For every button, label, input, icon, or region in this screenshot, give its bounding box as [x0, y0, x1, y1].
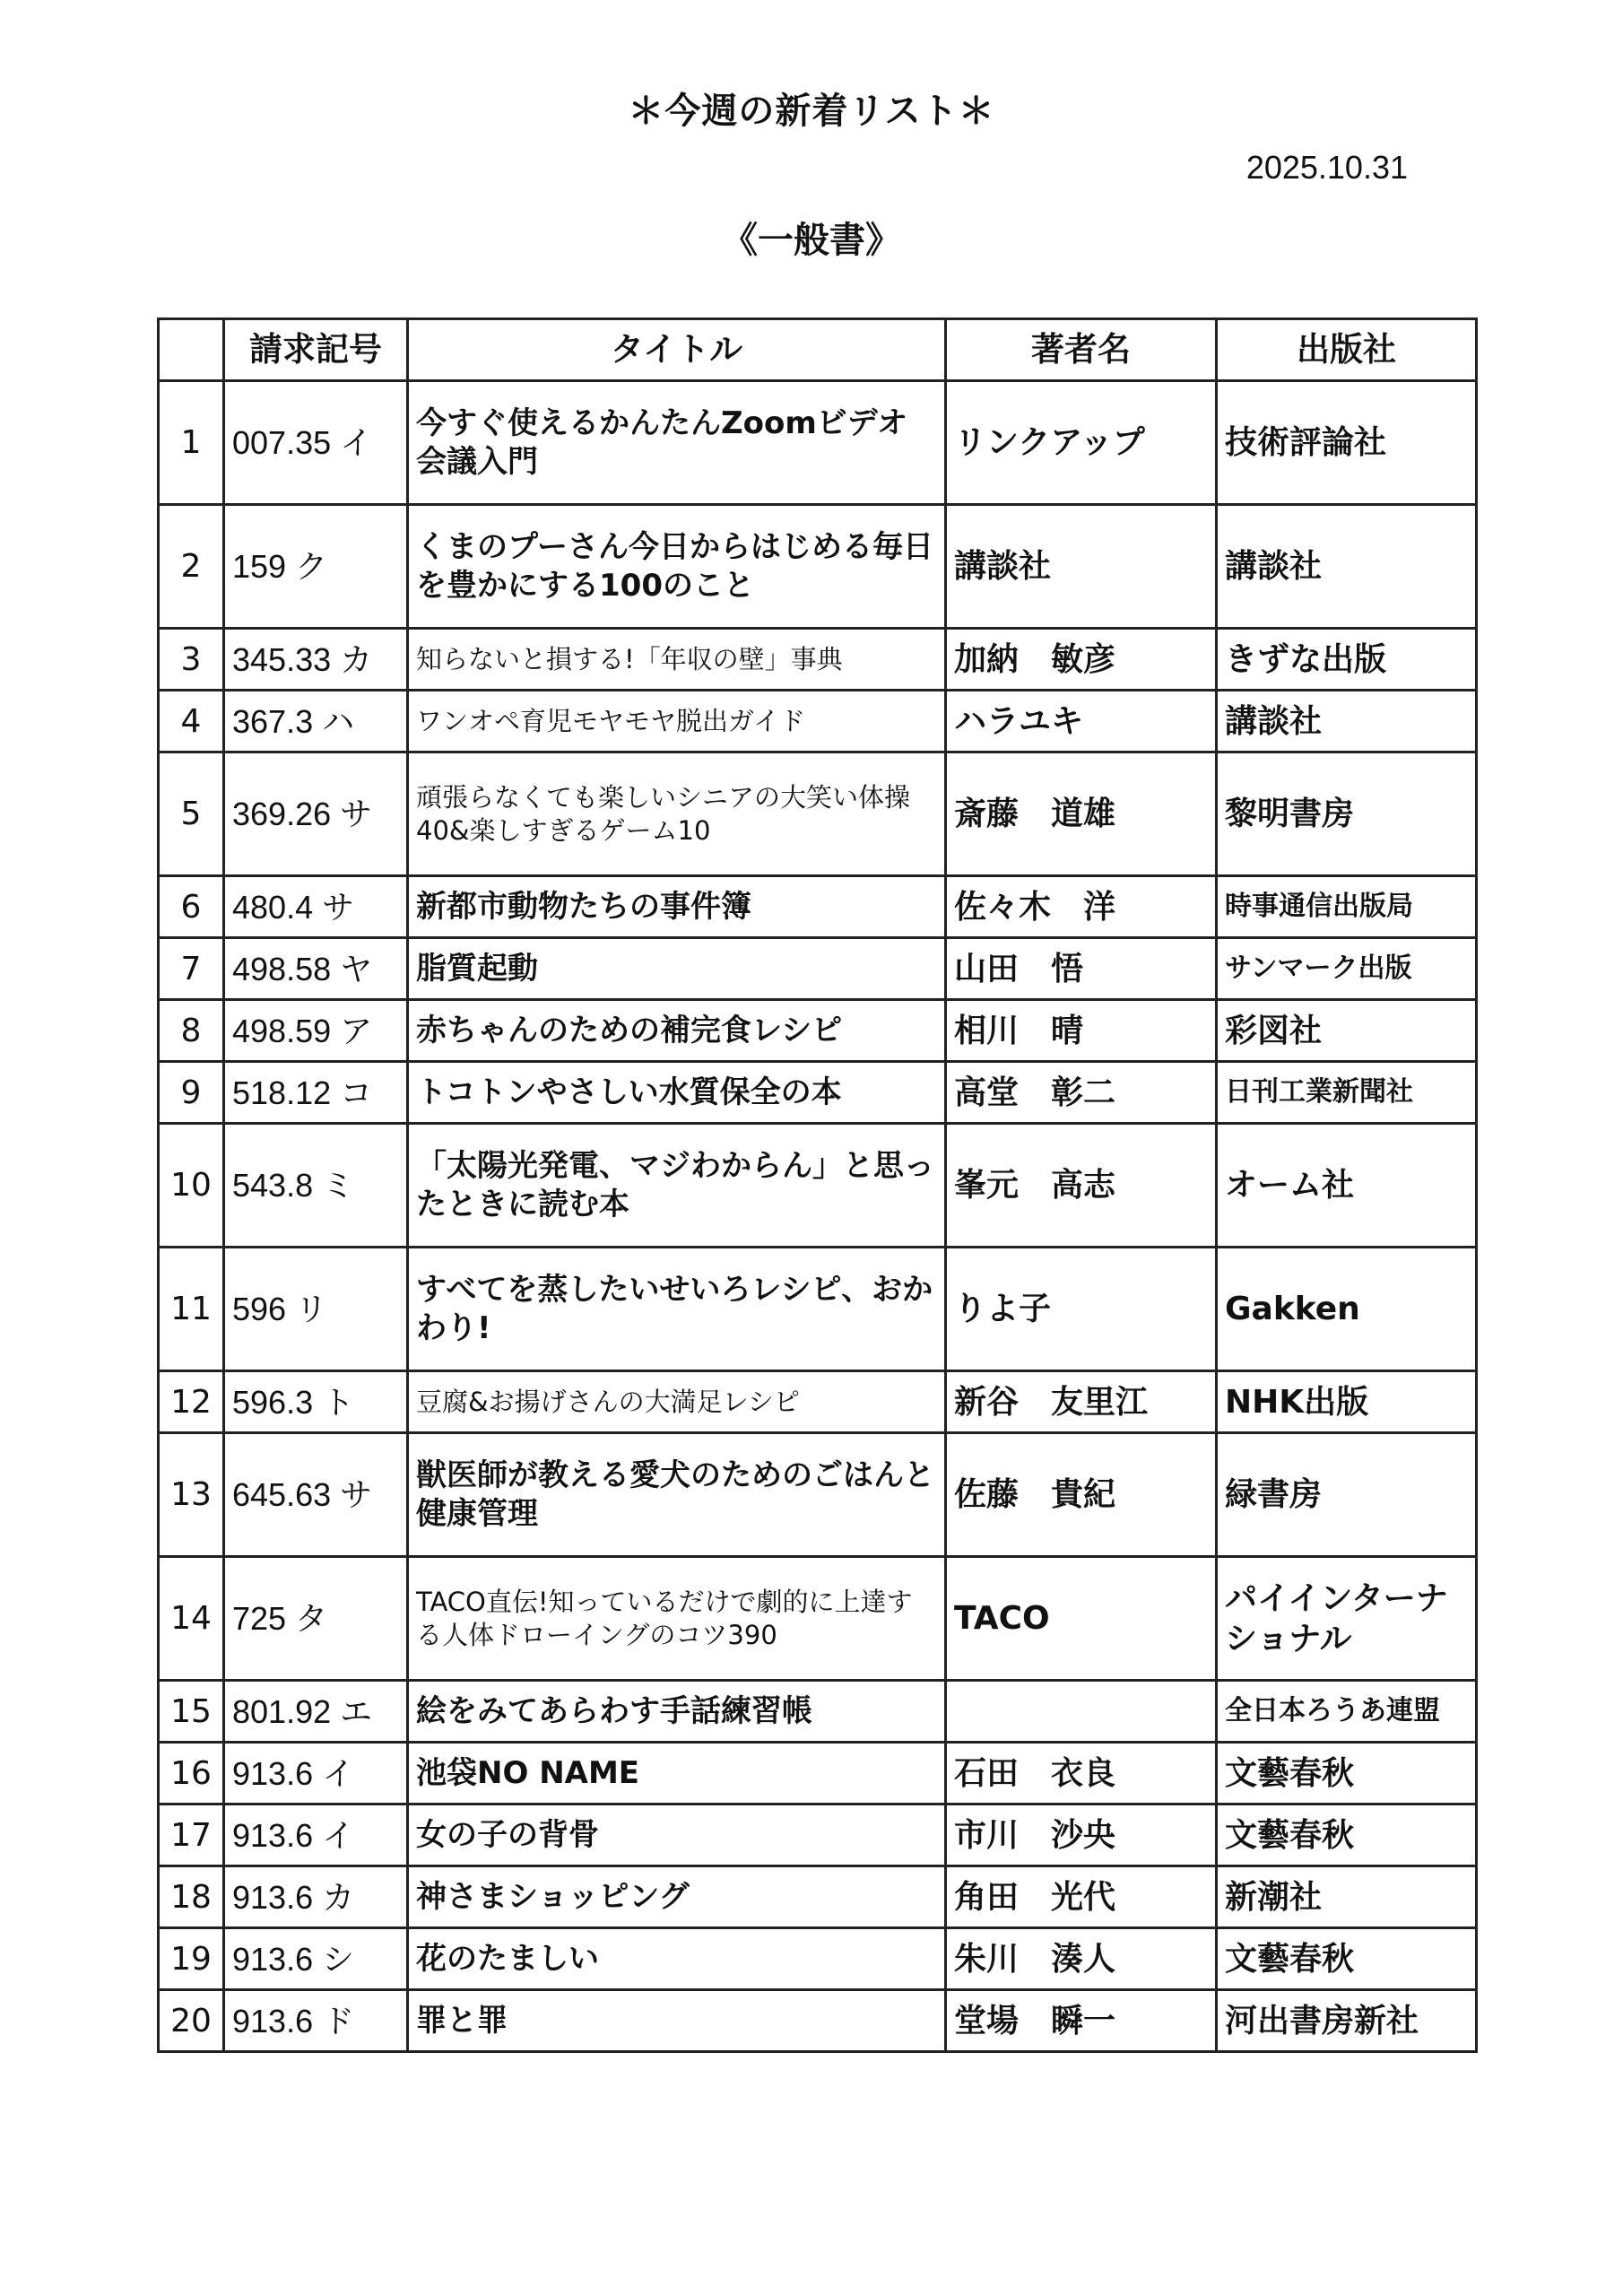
- table-header-row: [159, 319, 1477, 381]
- book-title: すべてを蒸したいせいろレシピ、おかわり!: [408, 1248, 946, 1371]
- call-number: 913.6 シ: [224, 1928, 408, 1990]
- call-number: 801.92 エ: [224, 1681, 408, 1743]
- publisher-name: 文藝春秋: [1217, 1805, 1477, 1866]
- row-number: 19: [159, 1928, 224, 1990]
- table-row: [159, 629, 1477, 691]
- book-title: 赤ちゃんのための補完食レシピ: [408, 1000, 946, 1062]
- book-title: 獣医師が教える愛犬のためのごはんと健康管理: [408, 1433, 946, 1557]
- book-title: 神さまショッピング: [408, 1866, 946, 1928]
- call-number: 369.26 サ: [224, 752, 408, 876]
- row-number: 15: [159, 1681, 224, 1743]
- row-number: 1: [159, 381, 224, 505]
- table-row: [159, 1124, 1477, 1248]
- list-date: 2025.10.31: [1245, 149, 1408, 186]
- call-number: 913.6 イ: [224, 1743, 408, 1805]
- call-number: 367.3 ハ: [224, 691, 408, 752]
- row-number: 5: [159, 752, 224, 876]
- row-number: 10: [159, 1124, 224, 1248]
- call-number: 480.4 サ: [224, 876, 408, 938]
- publisher-name: 文藝春秋: [1217, 1743, 1477, 1805]
- call-number: 159 ク: [224, 505, 408, 629]
- author-name: [946, 1681, 1217, 1743]
- col-header-title: タイトル: [408, 319, 946, 381]
- publisher-name: 文藝春秋: [1217, 1928, 1477, 1990]
- call-number: 913.6 ド: [224, 1990, 408, 2052]
- row-number: 18: [159, 1866, 224, 1928]
- author-name: 堂場 瞬一: [946, 1990, 1217, 2052]
- table-row: [159, 1928, 1477, 1990]
- book-title: 脂質起動: [408, 938, 946, 1000]
- table-row: [159, 1866, 1477, 1928]
- row-number: 16: [159, 1743, 224, 1805]
- col-header-author: 著者名: [946, 319, 1217, 381]
- book-title: 今すぐ使えるかんたんZoomビデオ会議入門: [408, 381, 946, 505]
- table-row: [159, 1557, 1477, 1681]
- call-number: 345.33 カ: [224, 629, 408, 691]
- call-number: 913.6 カ: [224, 1866, 408, 1928]
- book-title: 豆腐&お揚げさんの大満足レシピ: [408, 1371, 946, 1433]
- call-number: 518.12 コ: [224, 1062, 408, 1124]
- publisher-name: サンマーク出版: [1217, 938, 1477, 1000]
- table-row: [159, 505, 1477, 629]
- author-name: 講談社: [946, 505, 1217, 629]
- table-row: [159, 876, 1477, 938]
- row-number: 6: [159, 876, 224, 938]
- table-row: [159, 1805, 1477, 1866]
- row-number: 8: [159, 1000, 224, 1062]
- row-number: 13: [159, 1433, 224, 1557]
- author-name: 山田 悟: [946, 938, 1217, 1000]
- table-row: [159, 1433, 1477, 1557]
- call-number: 543.8 ミ: [224, 1124, 408, 1248]
- row-number: 4: [159, 691, 224, 752]
- row-number: 12: [159, 1371, 224, 1433]
- col-header-call-number: 請求記号: [224, 319, 408, 381]
- row-number: 3: [159, 629, 224, 691]
- table-row: [159, 381, 1477, 505]
- book-title: 罪と罪: [408, 1990, 946, 2052]
- publisher-name: Gakken: [1217, 1248, 1477, 1371]
- book-title: 「太陽光発電、マジわからん」と思ったときに読む本: [408, 1124, 946, 1248]
- author-name: ハラユキ: [946, 691, 1217, 752]
- author-name: 石田 衣良: [946, 1743, 1217, 1805]
- call-number: 645.63 サ: [224, 1433, 408, 1557]
- author-name: 斎藤 道雄: [946, 752, 1217, 876]
- call-number: 498.58 ヤ: [224, 938, 408, 1000]
- call-number: 596 リ: [224, 1248, 408, 1371]
- publisher-name: 黎明書房: [1217, 752, 1477, 876]
- publisher-name: きずな出版: [1217, 629, 1477, 691]
- book-title: 花のたましい: [408, 1928, 946, 1990]
- publisher-name: オーム社: [1217, 1124, 1477, 1248]
- call-number: 596.3 ト: [224, 1371, 408, 1433]
- author-name: 角田 光代: [946, 1866, 1217, 1928]
- table-row: [159, 1000, 1477, 1062]
- book-title: 頑張らなくても楽しいシニアの大笑い体操40&楽しすぎるゲーム10: [408, 752, 946, 876]
- author-name: りよ子: [946, 1248, 1217, 1371]
- section-heading: 《一般書》: [722, 220, 901, 261]
- publisher-name: パイインターナショナル: [1217, 1557, 1477, 1681]
- publisher-name: 講談社: [1217, 691, 1477, 752]
- publisher-name: 彩図社: [1217, 1000, 1477, 1062]
- book-title: 新都市動物たちの事件簿: [408, 876, 946, 938]
- page-title: ＊今週の新着リスト＊: [628, 91, 995, 132]
- table-row: [159, 938, 1477, 1000]
- book-title: くまのプーさん今日からはじめる毎日を豊かにする100のこと: [408, 505, 946, 629]
- table-row: [159, 1990, 1477, 2052]
- author-name: 佐藤 貴紀: [946, 1433, 1217, 1557]
- call-number: 498.59 ア: [224, 1000, 408, 1062]
- new-arrivals-table: [157, 317, 1478, 2053]
- book-title: TACO直伝!知っているだけで劇的に上達する人体ドローイングのコツ390: [408, 1557, 946, 1681]
- row-number: 14: [159, 1557, 224, 1681]
- row-number: 17: [159, 1805, 224, 1866]
- author-name: 佐々木 洋: [946, 876, 1217, 938]
- col-header-publisher: 出版社: [1217, 319, 1477, 381]
- row-number: 20: [159, 1990, 224, 2052]
- book-title: 絵をみてあらわす手話練習帳: [408, 1681, 946, 1743]
- row-number: 11: [159, 1248, 224, 1371]
- book-title: 女の子の背骨: [408, 1805, 946, 1866]
- publisher-name: 日刊工業新聞社: [1217, 1062, 1477, 1124]
- col-header-number: [159, 319, 224, 381]
- table-row: [159, 1062, 1477, 1124]
- table-row: [159, 752, 1477, 876]
- book-title: ワンオペ育児モヤモヤ脱出ガイド: [408, 691, 946, 752]
- author-name: 新谷 友里江: [946, 1371, 1217, 1433]
- publisher-name: 講談社: [1217, 505, 1477, 629]
- author-name: 朱川 湊人: [946, 1928, 1217, 1990]
- publisher-name: 河出書房新社: [1217, 1990, 1477, 2052]
- book-title: 知らないと損する!「年収の壁」事典: [408, 629, 946, 691]
- publisher-name: 全日本ろうあ連盟: [1217, 1681, 1477, 1743]
- publisher-name: 技術評論社: [1217, 381, 1477, 505]
- call-number: 725 タ: [224, 1557, 408, 1681]
- author-name: 相川 晴: [946, 1000, 1217, 1062]
- author-name: 峯元 高志: [946, 1124, 1217, 1248]
- call-number: 007.35 イ: [224, 381, 408, 505]
- table-row: [159, 1681, 1477, 1743]
- publisher-name: NHK出版: [1217, 1371, 1477, 1433]
- book-title: 池袋NO NAME: [408, 1743, 946, 1805]
- table-row: [159, 1743, 1477, 1805]
- row-number: 9: [159, 1062, 224, 1124]
- publisher-name: 時事通信出版局: [1217, 876, 1477, 938]
- publisher-name: 新潮社: [1217, 1866, 1477, 1928]
- table-row: [159, 691, 1477, 752]
- book-title: トコトンやさしい水質保全の本: [408, 1062, 946, 1124]
- author-name: 市川 沙央: [946, 1805, 1217, 1866]
- author-name: TACO: [946, 1557, 1217, 1681]
- author-name: リンクアップ: [946, 381, 1217, 505]
- author-name: 高堂 彰二: [946, 1062, 1217, 1124]
- publisher-name: 緑書房: [1217, 1433, 1477, 1557]
- call-number: 913.6 イ: [224, 1805, 408, 1866]
- row-number: 7: [159, 938, 224, 1000]
- author-name: 加納 敏彦: [946, 629, 1217, 691]
- row-number: 2: [159, 505, 224, 629]
- table-row: [159, 1248, 1477, 1371]
- table-row: [159, 1371, 1477, 1433]
